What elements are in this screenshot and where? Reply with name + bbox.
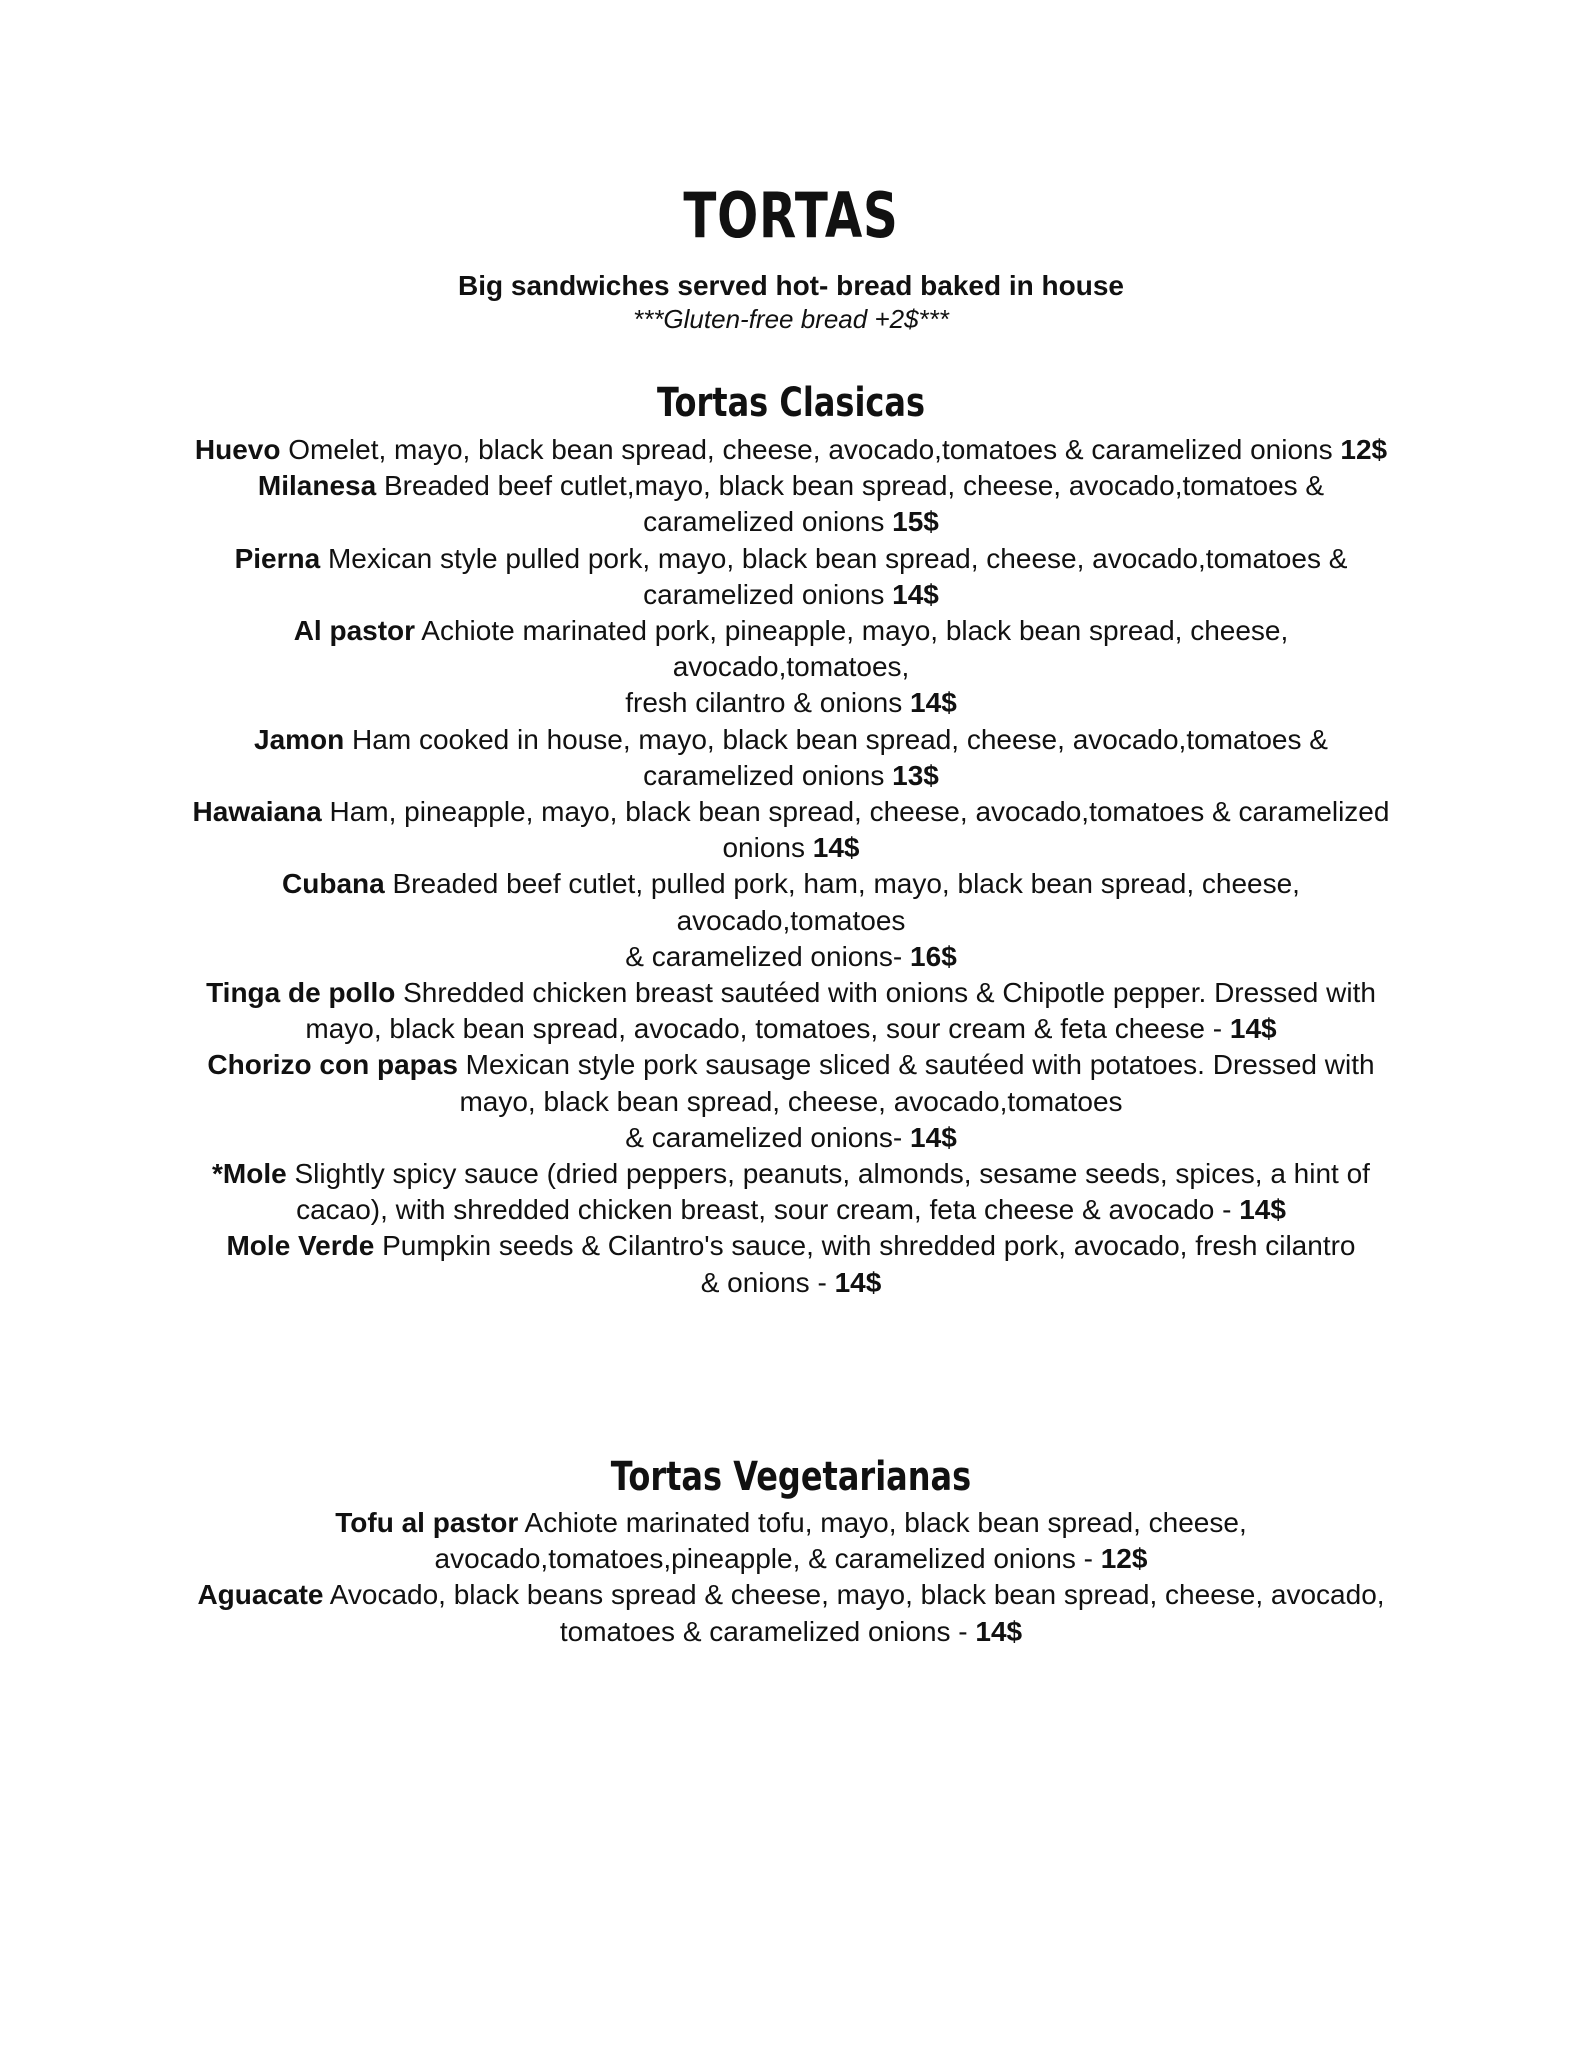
menu-item [180,1228,1402,1300]
page-title: TORTAS [683,179,899,252]
menu-item [180,541,1402,613]
menu-item [180,866,1402,975]
menu-item-name: Chorizo con papas [207,1049,458,1081]
menu-item-description: Mexican style pork sausage sliced & sautéed with potatoes. Dressed with mayo, black bean spread, cheese, avocado,tomatoes [459,1049,1375,1117]
section-heading-clasicas: Tortas Clasicas [656,380,926,426]
menu-item-description: Mexican style pulled pork, mayo, black bean spread, cheese, avocado,tomatoes & caramelized onions [327,542,1348,610]
menu-item [180,794,1402,866]
menu-item-name: Mole Verde [226,1230,375,1262]
menu-item-price: 14$ [910,687,957,719]
item-list-clasicas [180,432,1402,1301]
menu-item-price: 12$ [1100,1543,1148,1575]
menu-item-description: Achiote marinated pork, pineapple, mayo, black bean spread, cheese, avocado,tomatoes, [421,615,1289,683]
menu-item-description: & caramelized onions- [625,940,903,972]
menu-item-name: Milanesa [257,470,377,502]
menu-item [180,613,1402,722]
menu-item-name: Hawaiana [192,796,322,828]
menu-item-price: 14$ [975,1615,1023,1647]
menu-item-description: Breaded beef cutlet, pulled pork, ham, mayo, black bean spread, cheese, avocado,tomatoes [392,868,1300,936]
menu-item-name: Tofu al pastor [335,1507,519,1538]
menu-item-name: Al pastor [293,615,416,647]
menu-item-description: Ham cooked in house, mayo, black bean spread, cheese, avocado,tomatoes & caramelized onions [352,723,1328,791]
menu-item-price: 14$ [812,832,860,864]
menu-item [180,1047,1402,1156]
section-heading-vegetarianas: Tortas Vegetarianas [610,1454,972,1500]
menu-item-price: 14$ [834,1266,882,1298]
menu-item-price: 16$ [910,940,957,972]
menu-item-description: Shredded chicken breast sautéed with onions & Chipotle pepper. Dressed with mayo, black bean spread, avocado, tomatoes, sour cream & feta cheese - [305,977,1376,1045]
menu-item-name: Jamon [254,723,345,755]
menu-item [180,432,1402,468]
menu-item-name: Cubana [282,868,385,900]
menu-item-description: Breaded beef cutlet,mayo, black bean spread, cheese, avocado,tomatoes & caramelized onions [383,470,1325,538]
menu-item-price: 15$ [892,506,939,538]
menu-item-name: *Mole [212,1158,287,1190]
menu-item [180,1505,1402,1577]
menu-item-description: Achiote marinated tofu, mayo, black bean spread, cheese, avocado,tomatoes,pineapple, & caramelized onions - [434,1507,1247,1575]
menu-item [180,1577,1402,1649]
menu-item-description: Ham, pineapple, mayo, black bean spread, cheese, avocado,tomatoes & caramelized onions [329,796,1390,864]
menu-item-description: & onions - [700,1266,827,1298]
menu-item-description: & caramelized onions- [625,1121,903,1153]
gluten-free-note: ***Gluten-free bread +2$*** [633,304,949,334]
menu-item [180,468,1402,540]
menu-item-description: Omelet, mayo, black bean spread, cheese, avocado,tomatoes & caramelized onions [288,434,1333,465]
menu-item-name: Tinga de pollo [206,977,396,1009]
menu-item-price: 14$ [1229,1013,1277,1045]
menu-item [180,975,1402,1047]
page-subtitle: Big sandwiches served hot- bread baked in house [458,270,1124,301]
menu-item-price: 14$ [892,578,939,610]
menu-item-description: fresh cilantro & onions [625,687,903,719]
menu-item-name: Pierna [234,542,321,574]
menu-item-price: 14$ [1239,1194,1286,1226]
menu-item-description: Slightly spicy sauce (dried peppers, peanuts, almonds, sesame seeds, spices, a hint of cacao), with shredded chicken breast, sour cream, feta cheese & avocado - [294,1158,1370,1226]
menu-item-name: Huevo [194,434,281,465]
menu-item-price: 14$ [910,1121,957,1153]
menu-item-price: 12$ [1340,434,1388,465]
menu-item-description: Avocado, black beans spread & cheese, mayo, black bean spread, cheese, avocado, tomatoes & caramelized onions - [329,1579,1385,1647]
menu-item-name: Aguacate [197,1579,324,1611]
menu-item-description: Pumpkin seeds & Cilantro's sauce, with shredded pork, avocado, fresh cilantro [382,1230,1356,1262]
item-list-vegetarianas [180,1505,1402,1650]
menu-item-price: 13$ [892,759,939,791]
menu-item [180,722,1402,794]
menu-item [180,1156,1402,1228]
